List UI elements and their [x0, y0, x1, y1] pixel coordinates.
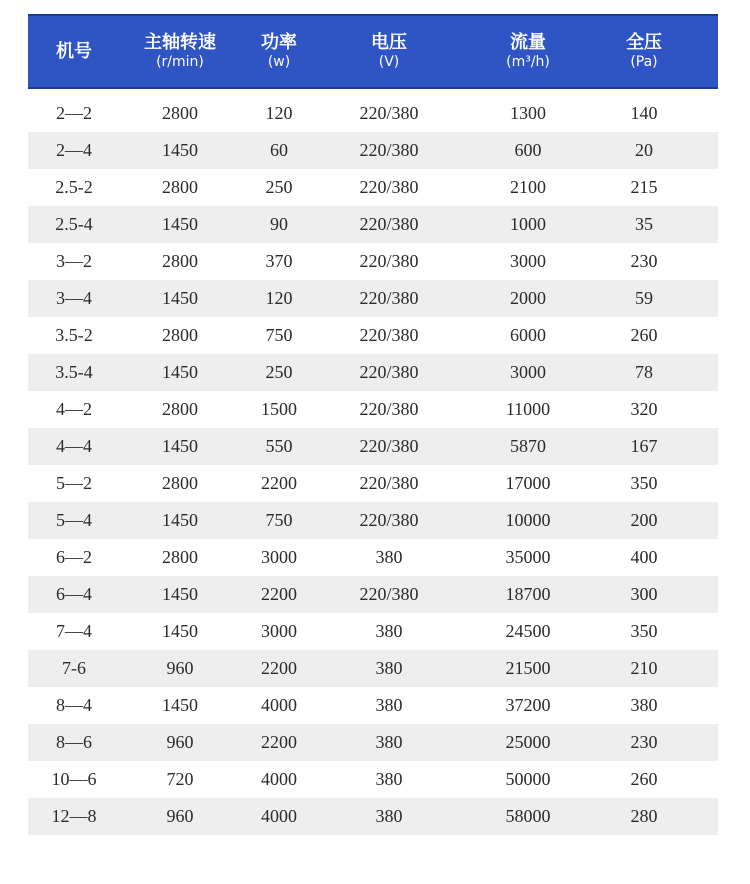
cell-power: 250: [265, 177, 293, 197]
cell-model: 7—4: [56, 621, 92, 641]
cell-power: 750: [265, 510, 293, 530]
cell-power: 2200: [261, 584, 297, 604]
table-row: [28, 391, 718, 428]
table-header: [28, 14, 718, 89]
cell-model: 12—8: [51, 806, 97, 826]
cell-power: 120: [265, 288, 293, 308]
cell-pressure: 300: [630, 584, 658, 604]
cell-flow: 2100: [510, 177, 546, 197]
cell-pressure: 167: [630, 436, 658, 456]
cell-pressure: 380: [630, 695, 658, 715]
cell-model: 4—2: [56, 399, 92, 419]
cell-power: 4000: [261, 806, 297, 826]
cell-flow: 10000: [505, 510, 551, 530]
cell-power: 90: [270, 214, 288, 234]
cell-model: 2—4: [56, 140, 92, 160]
table-row: [28, 428, 718, 465]
header-speed: [120, 16, 240, 87]
table-row: [28, 354, 718, 391]
table-row: [28, 280, 718, 317]
cell-flow: 50000: [505, 769, 551, 789]
cell-flow: 35000: [505, 547, 551, 567]
cell-model: 7-6: [62, 658, 86, 678]
cell-model: 4—4: [56, 436, 92, 456]
header-speed-label: 主轴转速: [144, 32, 216, 54]
cell-speed: 1450: [162, 510, 198, 530]
cell-power: 370: [265, 251, 293, 271]
cell-voltage: 220/380: [359, 177, 419, 197]
cell-speed: 2800: [162, 473, 198, 493]
table-row: [28, 687, 718, 724]
cell-model: 8—4: [56, 695, 92, 715]
table-row: [28, 761, 718, 798]
header-model: [28, 16, 120, 87]
cell-voltage: 380: [375, 806, 403, 826]
table-row: [28, 169, 718, 206]
cell-model: 5—2: [56, 473, 92, 493]
header-model-label: 机号: [56, 40, 92, 62]
cell-voltage: 380: [375, 621, 403, 641]
cell-voltage: 380: [375, 658, 403, 678]
cell-power: 250: [265, 362, 293, 382]
cell-model: 3—2: [56, 251, 92, 271]
table-row: [28, 576, 718, 613]
cell-model: 6—4: [56, 584, 92, 604]
table-row: [28, 243, 718, 280]
cell-speed: 2800: [162, 251, 198, 271]
cell-power: 2200: [261, 732, 297, 752]
cell-pressure: 350: [630, 473, 658, 493]
table-row: [28, 465, 718, 502]
cell-model: 8—6: [56, 732, 92, 752]
cell-flow: 1300: [510, 103, 546, 123]
cell-power: 2200: [261, 658, 297, 678]
cell-power: 120: [265, 103, 293, 123]
header-power-label: 功率: [261, 32, 297, 54]
cell-pressure: 230: [630, 251, 658, 271]
cell-speed: 2800: [162, 325, 198, 345]
cell-flow: 1000: [510, 214, 546, 234]
cell-speed: 1450: [162, 362, 198, 382]
cell-pressure: 260: [630, 325, 658, 345]
cell-flow: 37200: [505, 695, 551, 715]
cell-speed: 1450: [162, 436, 198, 456]
table-row: [28, 132, 718, 169]
cell-voltage: 220/380: [359, 251, 419, 271]
cell-model: 3.5-4: [55, 362, 93, 382]
cell-power: 60: [270, 140, 288, 160]
cell-flow: 3000: [510, 362, 546, 382]
cell-flow: 3000: [510, 251, 546, 271]
cell-model: 2.5-2: [55, 177, 93, 197]
cell-flow: 21500: [505, 658, 551, 678]
table-row: [28, 539, 718, 576]
cell-pressure: 280: [630, 806, 658, 826]
cell-voltage: 220/380: [359, 214, 419, 234]
cell-speed: 2800: [162, 547, 198, 567]
cell-voltage: 380: [375, 769, 403, 789]
header-flow: [460, 16, 596, 87]
table-row: [28, 502, 718, 539]
cell-pressure: 35: [635, 214, 653, 234]
cell-power: 4000: [261, 769, 297, 789]
cell-voltage: 220/380: [359, 362, 419, 382]
cell-model: 2.5-4: [55, 214, 93, 234]
cell-pressure: 260: [630, 769, 658, 789]
cell-flow: 18700: [505, 584, 551, 604]
cell-pressure: 320: [630, 399, 658, 419]
cell-model: 5—4: [56, 510, 92, 530]
cell-pressure: 59: [635, 288, 653, 308]
cell-speed: 1450: [162, 584, 198, 604]
cell-model: 3—4: [56, 288, 92, 308]
cell-power: 3000: [261, 621, 297, 641]
table-row: [28, 206, 718, 243]
table-row: [28, 650, 718, 687]
cell-flow: 11000: [505, 399, 551, 419]
cell-speed: 1450: [162, 695, 198, 715]
cell-speed: 960: [166, 658, 194, 678]
cell-speed: 1450: [162, 621, 198, 641]
cell-pressure: 400: [630, 547, 658, 567]
header-power: [240, 16, 318, 87]
cell-pressure: 200: [630, 510, 658, 530]
cell-model: 3.5-2: [55, 325, 93, 345]
cell-flow: 6000: [510, 325, 546, 345]
cell-voltage: 220/380: [359, 473, 419, 493]
table-row: [28, 317, 718, 354]
cell-voltage: 220/380: [359, 510, 419, 530]
cell-voltage: 380: [375, 695, 403, 715]
cell-pressure: 215: [630, 177, 658, 197]
cell-power: 3000: [261, 547, 297, 567]
cell-model: 6—2: [56, 547, 92, 567]
cell-power: 2200: [261, 473, 297, 493]
table-row: [28, 613, 718, 650]
header-speed-unit: (r/min): [156, 53, 204, 70]
header-pressure-label: 全压: [626, 32, 662, 54]
cell-voltage: 220/380: [359, 399, 419, 419]
cell-voltage: 220/380: [359, 103, 419, 123]
cell-flow: 25000: [505, 732, 551, 752]
cell-model: 2—2: [56, 103, 92, 123]
cell-speed: 720: [166, 769, 194, 789]
cell-speed: 2800: [162, 399, 198, 419]
cell-voltage: 220/380: [359, 288, 419, 308]
cell-pressure: 20: [635, 140, 653, 160]
header-voltage: [318, 16, 460, 87]
cell-speed: 2800: [162, 177, 198, 197]
cell-speed: 1450: [162, 140, 198, 160]
cell-voltage: 380: [375, 547, 403, 567]
cell-speed: 1450: [162, 214, 198, 234]
table-row: [28, 798, 718, 835]
cell-pressure: 140: [630, 103, 658, 123]
cell-flow: 600: [514, 140, 542, 160]
cell-flow: 5870: [510, 436, 546, 456]
table-row: [28, 724, 718, 761]
cell-flow: 17000: [505, 473, 551, 493]
header-power-unit: (w): [267, 53, 291, 70]
cell-pressure: 78: [635, 362, 653, 382]
header-voltage-unit: (V): [378, 53, 400, 70]
cell-pressure: 350: [630, 621, 658, 641]
header-flow-unit: (m³/h): [506, 53, 550, 70]
cell-voltage: 380: [375, 732, 403, 752]
cell-model: 10—6: [51, 769, 97, 789]
cell-speed: 2800: [162, 103, 198, 123]
cell-flow: 58000: [505, 806, 551, 826]
header-flow-label: 流量: [510, 32, 546, 54]
header-pressure: [596, 16, 692, 87]
header-voltage-label: 电压: [371, 32, 407, 54]
cell-voltage: 220/380: [359, 325, 419, 345]
cell-flow: 2000: [510, 288, 546, 308]
table-row: [28, 95, 718, 132]
spec-table: [28, 14, 718, 835]
cell-speed: 960: [166, 732, 194, 752]
table-body: [28, 95, 718, 835]
header-pressure-unit: (Pa): [630, 53, 658, 70]
cell-speed: 960: [166, 806, 194, 826]
cell-voltage: 220/380: [359, 584, 419, 604]
cell-power: 4000: [261, 695, 297, 715]
cell-power: 550: [265, 436, 293, 456]
cell-power: 750: [265, 325, 293, 345]
cell-voltage: 220/380: [359, 436, 419, 456]
cell-pressure: 230: [630, 732, 658, 752]
cell-power: 1500: [261, 399, 297, 419]
cell-flow: 24500: [505, 621, 551, 641]
cell-pressure: 210: [630, 658, 658, 678]
cell-speed: 1450: [162, 288, 198, 308]
cell-voltage: 220/380: [359, 140, 419, 160]
